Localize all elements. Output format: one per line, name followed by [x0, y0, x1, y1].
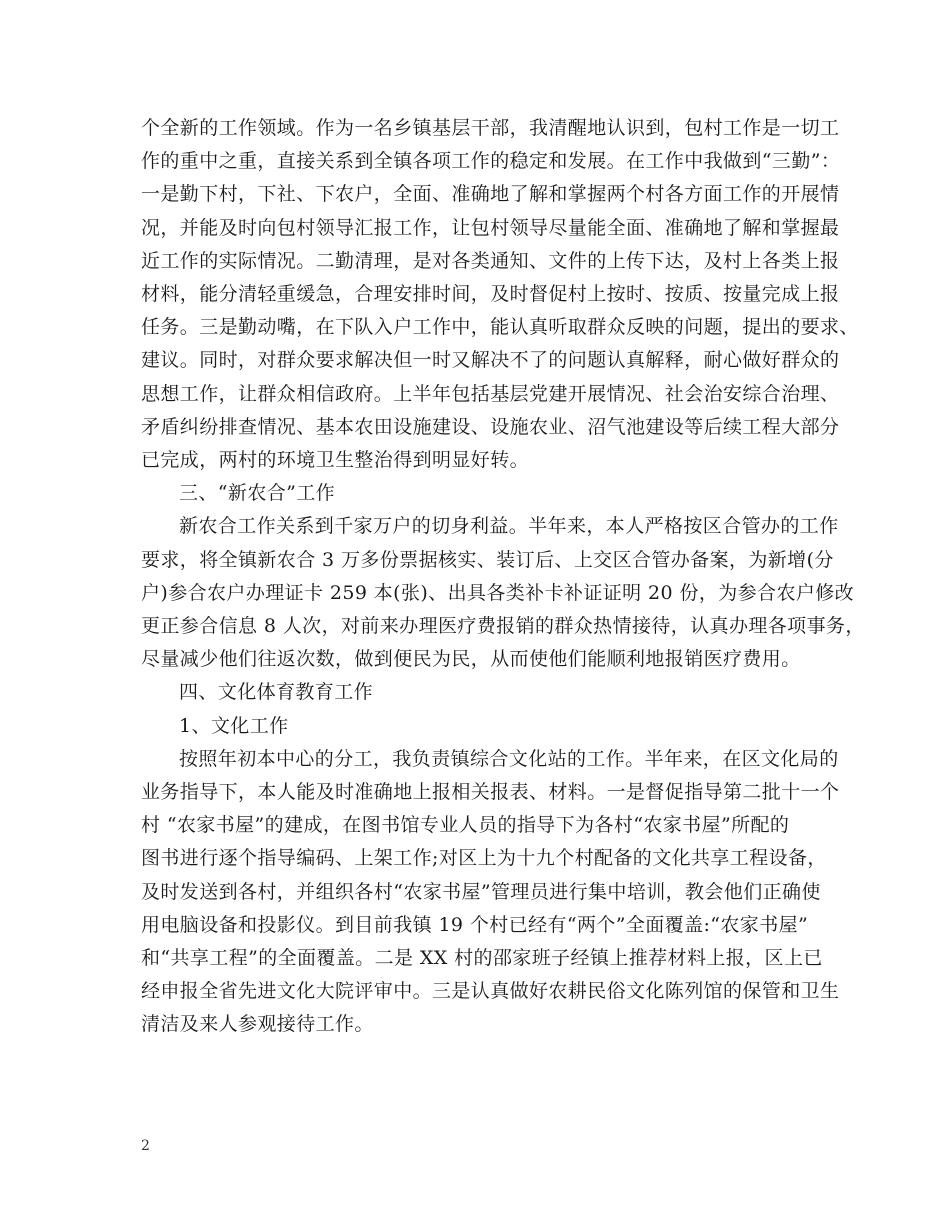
document-body: [141, 112, 865, 1042]
text-line: 材料，能分清轻重缓急，合理安排时间，及时督促村上按时、按质、按量完成上报: [141, 283, 840, 306]
paragraph-village-work: [141, 112, 859, 477]
text-line: 矛盾纠纷排查情况、基本农田设施建设、设施农业、沼气池建设等后续工程大部分: [141, 415, 840, 438]
text-line: 业务指导下，本人能及时准确地上报相关报表、材料。一是督促指导第二批十一个: [141, 781, 840, 804]
text-line: 图书进行逐个指导编码、上架工作;对区上为十九个村配备的文化共享工程设备，: [141, 847, 827, 870]
paragraph-culture-work: [141, 743, 840, 1042]
heading-text: 四、文化体育教育工作: [179, 681, 374, 704]
text-line: 作的重中之重，直接关系到全镇各项工作的稳定和发展。在工作中我做到“三勤”：: [141, 150, 841, 173]
text-line: 新农合工作关系到千家万户的切身利益。半年来，本人严格按区合管办的工作: [179, 515, 839, 538]
text-line: 要求，将全镇新农合 3 万多份票据核实、装订后、上交区合管办备案，为新增(分: [141, 548, 834, 571]
text-line: 及时发送到各村，并组织各村“农家书屋”管理员进行集中培训，教会他们正确使: [141, 880, 821, 903]
text-line: 近工作的实际情况。二勤清理，是对各类通知、文件的上传下达，及村上各类上报: [141, 249, 840, 272]
text-line: 个全新的工作领域。作为一名乡镇基层干部，我清醒地认识到，包村工作是一切工: [141, 117, 840, 139]
text-line: 用电脑设备和投影仪。到目前我镇 19 个村已经有“两个”全面覆盖:“农家书屋”: [141, 913, 809, 936]
text-line: 思想工作，让群众相信政府。上半年包括基层党建开展情况、社会治安综合治理、: [141, 382, 840, 405]
text-line: 清洁及来人参观接待工作。: [141, 1013, 374, 1036]
text-line: 户)参合农户办理证卡 259 本(张)、出具各类补卡补证证明 20 份，为参合农户修改: [141, 581, 855, 604]
section-heading-rural-cooperative: [141, 477, 831, 510]
heading-text: 1、文化工作: [179, 714, 289, 737]
text-line: 任务。三是勤动嘴，在下队入户工作中，能认真听取群众反映的问题，提出的要求、: [141, 316, 859, 339]
text-line: 经申报全省先进文化大院评审中。三是认真做好农耕民俗文化陈列馆的保管和卫生: [141, 980, 840, 1003]
text-line: 一是勤下村，下社、下农户，全面、准确地了解和掌握两个村各方面工作的开展情: [141, 183, 840, 206]
text-line: 村 “农家书屋”的建成，在图书馆专业人员的指导下为各村“农家书屋”所配的: [141, 814, 790, 837]
paragraph-rural-cooperative: [141, 510, 865, 676]
text-line: 况，并能及时向包村领导汇报工作，让包村领导尽量能全面、准确地了解和掌握最: [141, 216, 840, 239]
text-line: 建议。同时，对群众要求解决但一时又解决不了的问题认真解释，耐心做好群众的: [141, 349, 840, 372]
text-line: 已完成，两村的环境卫生整治得到明显好转。: [141, 449, 530, 472]
heading-text: 三、“新农合”工作: [179, 482, 336, 505]
text-line: 和“共享工程”的全面覆盖。二是 XX 村的邵家班子经镇上推荐材料上报，区上已: [141, 947, 823, 970]
text-line: 更正参合信息 8 人次，对前来办理医疗费报销的群众热情接待，认真办理各项事务，: [141, 615, 865, 638]
text-line: 尽量减少他们往返次数，做到便民为民，从而使他们能顺利地报销医疗费用。: [141, 648, 801, 671]
page-number: 2: [141, 1138, 150, 1154]
subheading-culture-work: [141, 710, 831, 743]
text-line: 按照年初本中心的分工，我负责镇综合文化站的工作。半年来，在区文化局的: [179, 747, 839, 770]
section-heading-culture-sports-education: [141, 676, 831, 709]
